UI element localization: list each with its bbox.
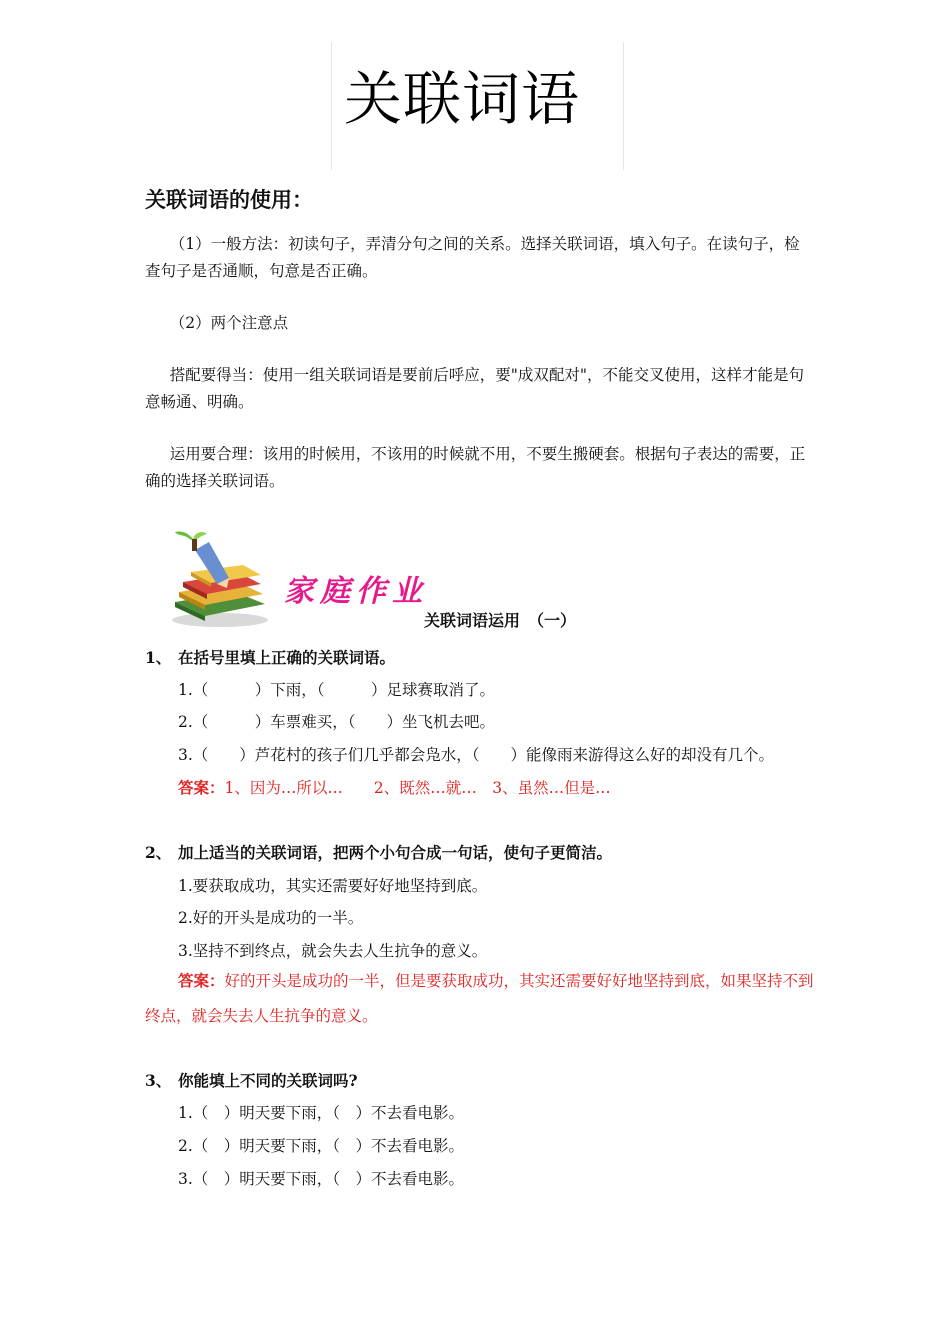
q2-answer: 好的开头是成功的一半，但是要获取成功，其实还需要好好地坚持到底，如果坚持不到终点，就会失去人生抗争的意义。 bbox=[145, 972, 814, 1025]
usage-paragraph-3: 搭配要得当：使用一组关联词语是要前后呼应，要"成双配对"，不能交叉使用，这样才能是句意畅通、明确。 bbox=[145, 366, 805, 411]
q2-item-1: 1.要获取成功，其实还需要好好地坚持到底。 bbox=[178, 877, 488, 895]
q2-answer-block bbox=[145, 963, 815, 1034]
homework-banner: 家庭作业 bbox=[284, 574, 428, 609]
q2-answer-label: 答案： bbox=[178, 971, 225, 990]
q1-answer: 1、因为…所以… 2、既然…就… 3、虽然…但是… bbox=[224, 779, 611, 797]
exercise-title: 关联词语运用 （一） bbox=[424, 611, 577, 630]
q3-item-3: 3.（ ）明天要下雨，（ ）不去看电影。 bbox=[178, 1170, 465, 1188]
q3-item-1: 1.（ ）明天要下雨，（ ）不去看电影。 bbox=[178, 1104, 465, 1122]
q2-number: 2、 bbox=[145, 843, 172, 862]
q2-item-2: 2.好的开头是成功的一半。 bbox=[178, 909, 364, 927]
q1-prompt: 在括号里填上正确的关联词语。 bbox=[178, 648, 396, 667]
q1-item-3: 3.（ ）芦花村的孩子们几乎都会凫水，（ ）能像雨来游得这么好的却没有几个。 bbox=[178, 746, 775, 764]
usage-paragraph-1: （1）一般方法：初读句子，弄清分句之间的关系。选择关联词语，填入句子。在读句子，检查句子是否通顺，句意是否正确。 bbox=[145, 235, 800, 280]
usage-paragraph-4: 运用要合理：该用的时候用，不该用的时候就不用，不要生搬硬套。根据句子表达的需要，正确的选择关联词语。 bbox=[145, 445, 806, 490]
q2-item-3: 3.坚持不到终点，就会失去人生抗争的意义。 bbox=[178, 942, 488, 960]
q3-prompt: 你能填上不同的关联词吗? bbox=[178, 1071, 358, 1090]
q1-number: 1、 bbox=[145, 648, 172, 667]
q3-number: 3、 bbox=[145, 1071, 172, 1090]
q1-item-1: 1.（ ）下雨，（ ）足球赛取消了。 bbox=[178, 681, 496, 699]
usage-paragraph-2: （2）两个注意点 bbox=[169, 314, 289, 332]
page-title: 关联词语 bbox=[344, 65, 581, 133]
q3-item-2: 2.（ ）明天要下雨，（ ）不去看电影。 bbox=[178, 1137, 465, 1155]
q1-item-2: 2.（ ）车票难买，（ ）坐飞机去吧。 bbox=[178, 713, 496, 731]
q1-answer-line bbox=[178, 776, 611, 798]
q1-answer-label: 答案： bbox=[178, 778, 225, 797]
homework-books-icon bbox=[165, 530, 275, 630]
section-heading: 关联词语的使用： bbox=[145, 188, 313, 212]
q2-prompt: 加上适当的关联词语，把两个小句合成一句话，使句子更简洁。 bbox=[178, 843, 613, 862]
